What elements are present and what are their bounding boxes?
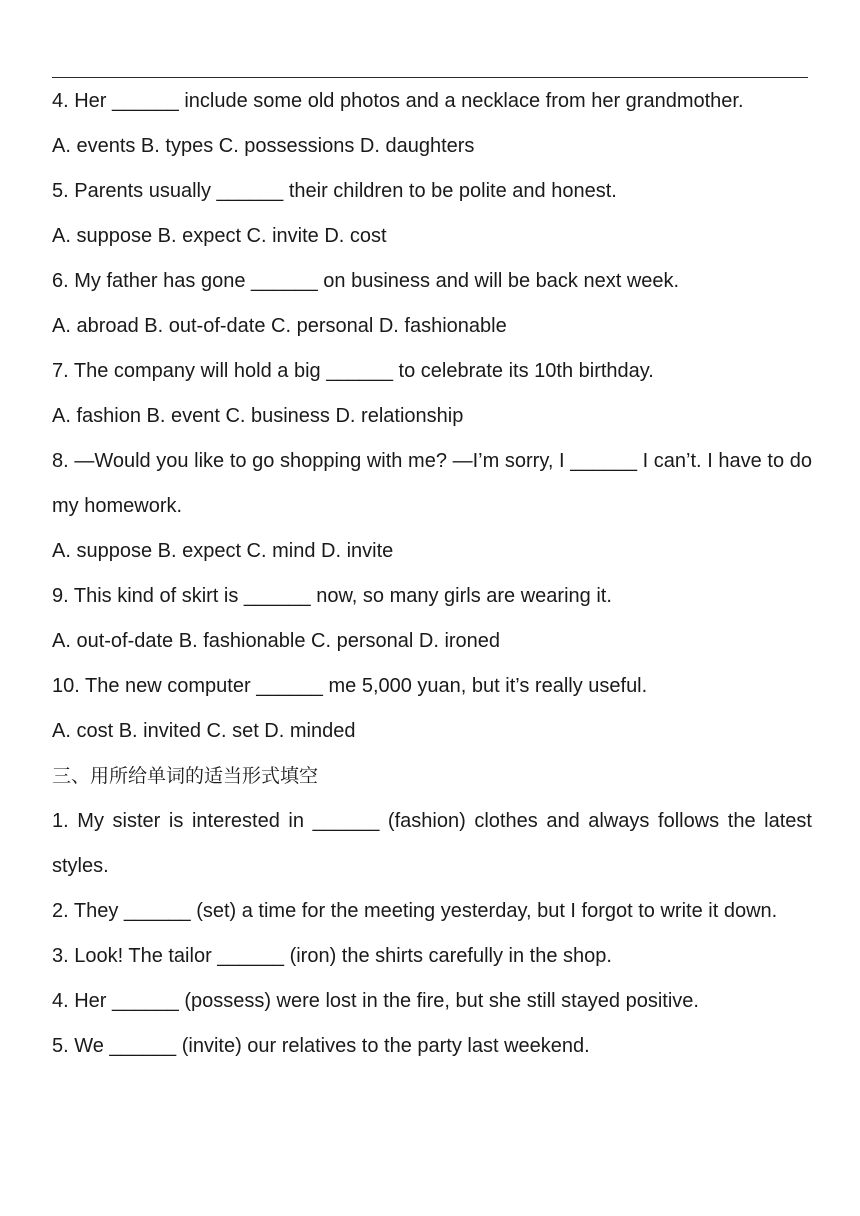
question-stem: 10. The new computer ______ me 5,000 yuan, but it’s really useful. — [52, 675, 648, 697]
section-heading: 三、用所给单词的适当形式填空 — [52, 765, 319, 787]
fill-item-5: 5. We ______ (invite) our relatives to the party last weekend. — [52, 1035, 590, 1057]
question-stem: 5. Parents usually ______ their children to be polite and honest. — [52, 180, 617, 202]
question-7 — [52, 349, 812, 439]
question-options: A. events B. types C. possessions D. daughters — [52, 135, 475, 157]
question-10 — [52, 664, 812, 754]
question-stem: 6. My father has gone ______ on business and will be back next week. — [52, 270, 680, 292]
question-stem: 9. This kind of skirt is ______ now, so many girls are wearing it. — [52, 585, 612, 607]
fill-item-3: 3. Look! The tailor ______ (iron) the shirts carefully in the shop. — [52, 945, 612, 967]
question-options: A. suppose B. expect C. invite D. cost — [52, 225, 387, 247]
question-stem: 8. —Would you like to go shopping with me? —I’m sorry, I ______ I can’t. I have to do my homework. — [52, 450, 812, 517]
page-content — [52, 79, 812, 1069]
question-options: A. abroad B. out-of-date C. personal D. fashionable — [52, 315, 507, 337]
fill-item-2: 2. They ______ (set) a time for the meeting yesterday, but I forgot to write it down. — [52, 900, 778, 922]
question-stem: 4. Her ______ include some old photos and a necklace from her grandmother. — [52, 90, 744, 112]
question-options: A. out-of-date B. fashionable C. personal D. ironed — [52, 630, 501, 652]
question-stem: 7. The company will hold a big ______ to celebrate its 10th birthday. — [52, 360, 654, 382]
question-9 — [52, 574, 812, 664]
question-8 — [52, 439, 812, 574]
header-rule — [52, 77, 808, 78]
question-options: A. cost B. invited C. set D. minded — [52, 720, 356, 742]
question-6 — [52, 259, 812, 349]
fill-item-4: 4. Her ______ (possess) were lost in the fire, but she still stayed positive. — [52, 990, 699, 1012]
question-5 — [52, 169, 812, 259]
fill-item-1: 1. My sister is interested in ______ (fashion) clothes and always follows the latest styles. — [52, 810, 812, 877]
question-4 — [52, 79, 812, 169]
question-options: A. suppose B. expect C. mind D. invite — [52, 540, 394, 562]
question-options: A. fashion B. event C. business D. relationship — [52, 405, 464, 427]
